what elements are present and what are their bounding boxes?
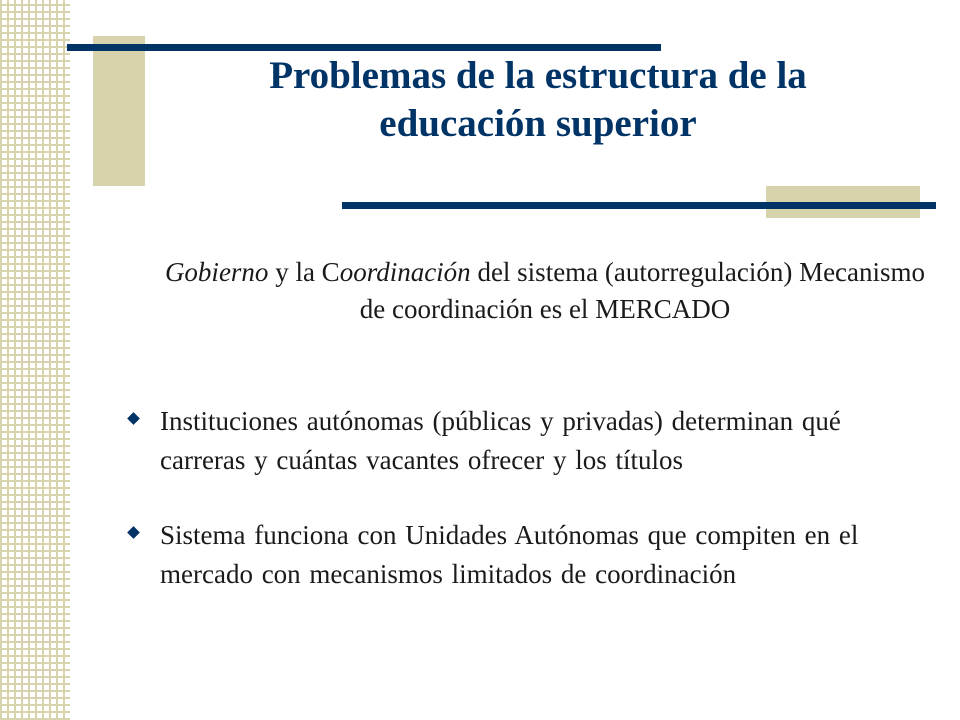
bullet-list xyxy=(122,402,932,593)
diamond-icon xyxy=(127,412,140,425)
bullet-item-sistema xyxy=(122,516,932,593)
bullet-text: Instituciones autónomas (públicas y privadas) determinan qué carreras y cuántas vacantes ofrecer y los títulos xyxy=(160,406,841,475)
intro-paragraph xyxy=(150,254,940,328)
bullet-item-instituciones xyxy=(122,402,932,479)
intro-text-rest: del sistema (autorregulación) Mecanismo de coordinación es el MERCADO xyxy=(359,257,926,324)
intro-emphasis-coordinacion: oordinación xyxy=(339,257,471,287)
decorative-rule-bottom xyxy=(342,202,936,209)
intro-emphasis-gobierno: Gobierno xyxy=(164,257,269,287)
bullet-text: Sistema funciona con Unidades Autónomas que compiten en el mercado con mecanismos limitados de coordinación xyxy=(160,520,859,589)
slide-title xyxy=(150,52,926,148)
decorative-rule-top xyxy=(67,44,661,51)
intro-text-connector: y la C xyxy=(268,257,340,287)
decorative-accent-block-left xyxy=(93,36,145,186)
slide-title-line2: educación superior xyxy=(379,102,697,145)
diamond-icon xyxy=(127,526,140,539)
slide-title-line1: Problemas de la estructura de la xyxy=(269,54,807,97)
decorative-hatch-strip xyxy=(0,0,70,720)
